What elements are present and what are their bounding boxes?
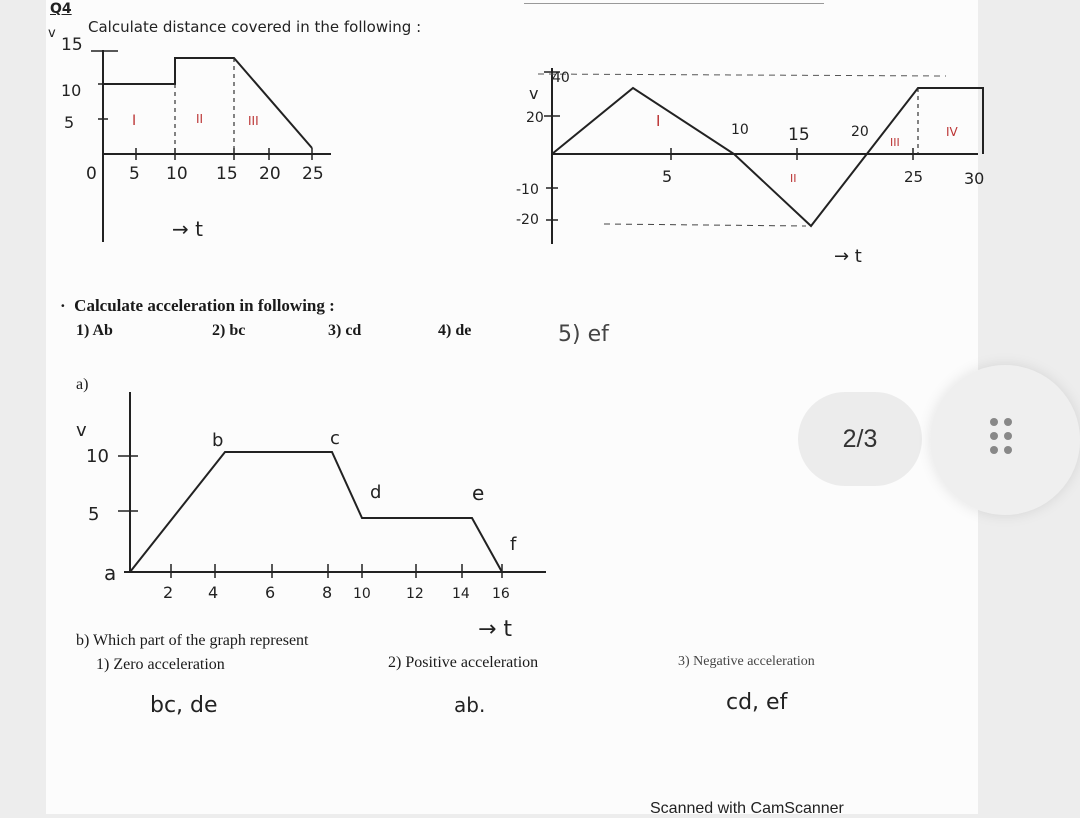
right-region-label: IV (946, 125, 958, 139)
positive-acceleration-label: 2) Positive acceleration (388, 654, 539, 671)
right-region-label: III (890, 136, 900, 149)
distance-graph-right (486, 60, 985, 270)
graph-x-label: → t (478, 617, 513, 642)
left-y-tick: 15 (61, 35, 83, 55)
distance-graph-left (46, 30, 366, 250)
graph-x-tick: 12 (406, 586, 424, 602)
left-y-tick: 5 (64, 113, 75, 132)
right-region-label: II (790, 172, 797, 185)
graph-point-f: f (510, 534, 517, 555)
negative-acceleration-label: 3) Negative acceleration (678, 654, 815, 669)
question-number: Q4 (50, 1, 72, 17)
left-x-tick: 10 (166, 164, 188, 184)
left-x-tick: 5 (129, 164, 140, 184)
option-cd: 3) cd (328, 322, 362, 339)
left-y-label: v (48, 26, 56, 41)
option-de: 4) de (438, 322, 472, 339)
graph-x-tick: 2 (163, 583, 174, 602)
graph-x-tick: 4 (208, 583, 219, 602)
graph-y-tick: 10 (86, 446, 109, 467)
answer-positive-acceleration: ab. (454, 693, 486, 717)
right-region-label: I (656, 112, 661, 130)
velocity-time-graph (46, 380, 586, 650)
question1-title: Calculate distance covered in the following : (88, 18, 422, 36)
page-counter: 2/3 (798, 392, 922, 486)
right-x-tick: 30 (964, 169, 985, 188)
answer-negative-acceleration: cd, ef (726, 690, 788, 715)
part-a-label: a) (76, 376, 89, 393)
camscanner-watermark: Scanned with CamScanner (650, 800, 844, 817)
graph-y-label: v (76, 420, 87, 441)
right-x-tick: 10 (731, 122, 749, 138)
right-x-tick: 15 (788, 125, 810, 145)
right-y-label: v (529, 84, 539, 103)
graph-x-tick: 8 (322, 583, 333, 602)
graph-point-a: a (104, 561, 117, 585)
left-x-tick: 20 (259, 164, 281, 184)
more-options-button[interactable] (930, 365, 1080, 515)
left-region-label: I (132, 113, 137, 129)
option-ab: 1) Ab (76, 322, 113, 339)
right-y-tick: 20 (526, 110, 544, 126)
answer-zero-acceleration: bc, de (150, 693, 218, 718)
zero-acceleration-label: 1) Zero acceleration (96, 656, 225, 673)
left-origin: 0 (86, 164, 97, 184)
left-x-tick: 15 (216, 164, 238, 184)
graph-x-tick: 6 (265, 583, 276, 602)
option-bc: 2) bc (212, 322, 246, 339)
graph-point-d: d (370, 482, 382, 503)
left-region-label: II (196, 112, 204, 126)
graph-point-e: e (472, 481, 485, 505)
left-y-tick: 10 (61, 81, 82, 100)
grid-dots-icon (990, 418, 1022, 462)
right-x-tick: 25 (904, 168, 924, 186)
graph-x-tick: 14 (452, 586, 470, 602)
graph-point-c: c (330, 428, 340, 449)
graph-x-tick: 10 (353, 586, 371, 602)
graph-y-tick: 5 (88, 504, 100, 525)
right-y-tick: 40 (552, 70, 570, 86)
option-ef: 5) ef (558, 322, 609, 347)
top-rule (524, 3, 824, 4)
right-x-label: → t (834, 246, 862, 267)
left-x-label: → t (172, 217, 203, 241)
graph-point-b: b (212, 430, 224, 451)
right-x-tick: 5 (662, 167, 673, 186)
graph-x-tick: 16 (492, 586, 510, 602)
part-b-prompt: b) Which part of the graph represent (76, 632, 309, 649)
right-y-tick: -10 (516, 182, 539, 198)
left-region-label: III (248, 114, 259, 128)
question2-title-text: Calculate acceleration in following : (74, 296, 335, 315)
question2-title: · Calculate acceleration in following : (60, 296, 335, 315)
left-x-tick: 25 (302, 164, 324, 184)
right-y-tick: -20 (516, 212, 539, 228)
right-x-tick: 20 (851, 124, 869, 140)
